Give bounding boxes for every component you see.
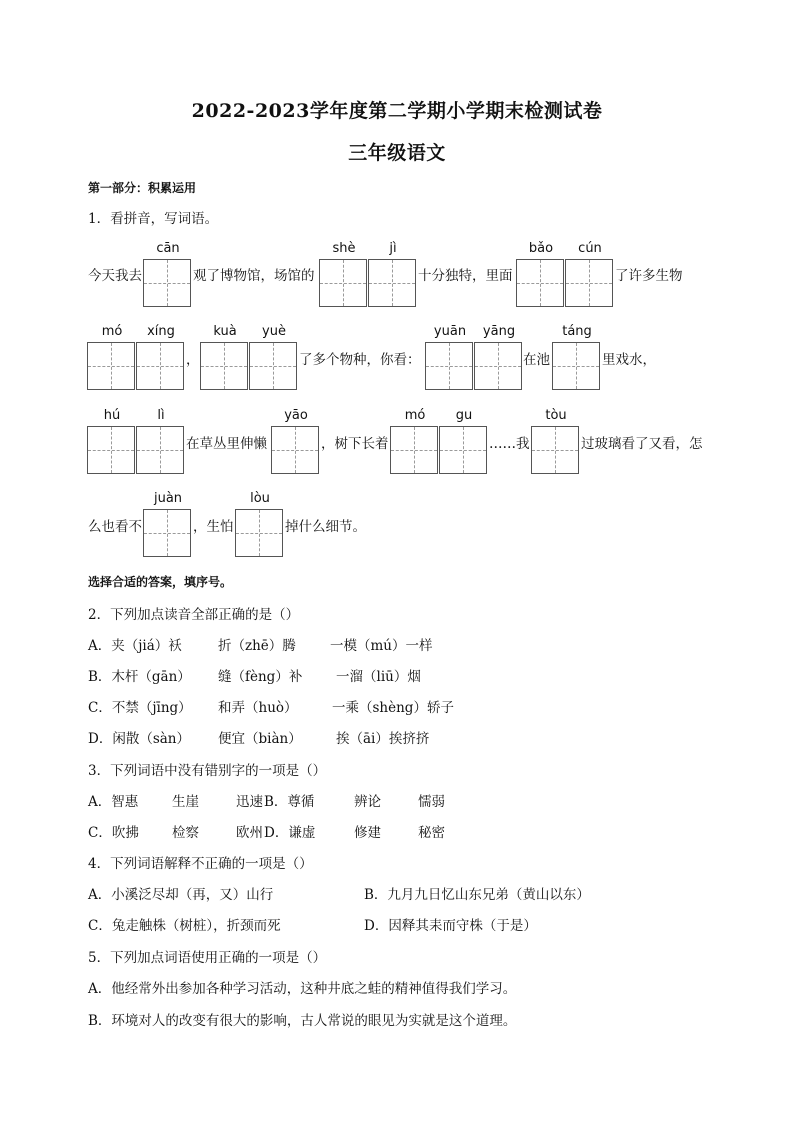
pinyin-hu: hú bbox=[103, 408, 121, 423]
q3-word: 辨论 bbox=[354, 794, 381, 810]
row3-text-3: ……我 bbox=[489, 436, 530, 452]
writing-cell[interactable] bbox=[516, 259, 564, 307]
pinyin-juan: juàn bbox=[153, 491, 183, 506]
pinyin-mo-2: mó bbox=[404, 408, 426, 423]
q2-option-c-2: 和弄（huò） bbox=[218, 700, 298, 716]
writing-cell[interactable] bbox=[474, 342, 522, 390]
question-4-prompt: 4．下列词语解释不正确的一项是（） bbox=[88, 856, 313, 872]
writing-cell[interactable] bbox=[425, 342, 473, 390]
q3-word: 修建 bbox=[354, 825, 381, 841]
writing-cell[interactable] bbox=[531, 426, 579, 474]
q2-option-b-1: B．木杆（gān） bbox=[88, 669, 191, 685]
q2-option-d-1: D．闲散（sàn） bbox=[88, 731, 190, 747]
pinyin-tou: tòu bbox=[545, 408, 567, 423]
pinyin-yang: yāng bbox=[482, 324, 516, 339]
writing-cell[interactable] bbox=[390, 426, 438, 474]
question-3-prompt: 3．下列词语中没有错别字的一项是（） bbox=[88, 763, 327, 779]
q3-word: 欧州 bbox=[236, 825, 263, 841]
q2-option-b-3: 一溜（liū）烟 bbox=[336, 669, 421, 685]
pinyin-yao: yāo bbox=[284, 408, 308, 423]
question-2-prompt: 2．下列加点读音全部正确的是（） bbox=[88, 607, 300, 623]
question-1-prompt: 1．看拼音，写词语。 bbox=[88, 211, 219, 227]
writing-cell[interactable] bbox=[319, 259, 367, 307]
writing-cell[interactable] bbox=[271, 426, 319, 474]
writing-cell[interactable] bbox=[249, 342, 297, 390]
pinyin-can: cān bbox=[156, 241, 180, 256]
q3-word: 生崖 bbox=[172, 794, 199, 810]
writing-cell[interactable] bbox=[235, 509, 283, 557]
row4-text-3: 掉什么细节。 bbox=[285, 519, 366, 535]
row3-text-4: 过玻璃看了又看，怎 bbox=[581, 436, 703, 452]
row2-text-4: 里戏水， bbox=[602, 352, 656, 368]
q3-word: 检察 bbox=[172, 825, 199, 841]
exam-subtitle: 三年级语文 bbox=[348, 142, 446, 164]
writing-cell[interactable] bbox=[143, 509, 191, 557]
exam-title: 2022-2023学年度第二学期小学期末检测试卷 bbox=[191, 100, 603, 122]
pinyin-kua: kuà bbox=[213, 324, 237, 339]
row4-text-2: ，生怕 bbox=[193, 519, 234, 535]
q4-option-b: B．九月九日忆山东兄弟（黄山以东） bbox=[364, 887, 590, 903]
row1-text-2: 观了博物馆，场馆的 bbox=[193, 268, 315, 284]
q4-option-d: D．因释其耒而守株（于是） bbox=[364, 918, 537, 934]
pinyin-bao: bǎo bbox=[528, 241, 554, 256]
writing-cell[interactable] bbox=[136, 426, 184, 474]
pinyin-xing: xíng bbox=[147, 324, 175, 339]
row1-text-3: 十分独特，里面 bbox=[418, 268, 513, 284]
row2-text-1: ， bbox=[186, 352, 200, 368]
q3-word: D．谦虚 bbox=[264, 825, 316, 841]
writing-cell[interactable] bbox=[200, 342, 248, 390]
q3-word: A．智惠 bbox=[88, 794, 139, 810]
writing-cell[interactable] bbox=[552, 342, 600, 390]
pinyin-cun: cún bbox=[578, 241, 602, 256]
q2-option-d-3: 挨（āi）挨挤挤 bbox=[336, 731, 430, 747]
writing-cell[interactable] bbox=[136, 342, 184, 390]
q2-option-c-3: 一乘（shèng）轿子 bbox=[332, 700, 454, 716]
writing-cell[interactable] bbox=[143, 259, 191, 307]
q5-option-a: A．他经常外出参加各种学习活动，这种井底之蛙的精神值得我们学习。 bbox=[88, 981, 517, 997]
writing-cell[interactable] bbox=[87, 342, 135, 390]
writing-cell[interactable] bbox=[565, 259, 613, 307]
pinyin-lou: lòu bbox=[250, 491, 270, 506]
row1-text-4: 了许多生物 bbox=[615, 268, 683, 284]
writing-cell[interactable] bbox=[87, 426, 135, 474]
pinyin-yue: yuè bbox=[262, 324, 286, 339]
q2-option-a-2: 折（zhē）腾 bbox=[218, 638, 296, 654]
part-heading: 第一部分：积累运用 bbox=[88, 181, 197, 195]
pinyin-ji: jì bbox=[389, 241, 397, 256]
q4-option-c: C．兔走触株（树桩），折颈而死 bbox=[88, 918, 281, 934]
row3-text-1: 在草丛里伸懒 bbox=[186, 436, 267, 452]
q3-word: B．尊循 bbox=[264, 794, 315, 810]
q3-word: 迅速 bbox=[236, 794, 263, 810]
pinyin-mo: mó bbox=[101, 324, 123, 339]
q2-option-a-3: 一模（mú）一样 bbox=[330, 638, 433, 654]
q2-option-a-1: A．夹（jiá）袄 bbox=[88, 638, 182, 654]
row2-text-3: 在池 bbox=[523, 352, 550, 368]
row3-text-2: ，树下长着 bbox=[321, 436, 389, 452]
writing-cell[interactable] bbox=[439, 426, 487, 474]
q2-option-d-2: 便宜（biàn） bbox=[218, 731, 302, 747]
pinyin-yuan: yuān bbox=[433, 324, 467, 339]
q5-option-b: B．环境对人的改变有很大的影响，古人常说的眼见为实就是这个道理。 bbox=[88, 1013, 517, 1029]
choice-heading: 选择合适的答案，填序号。 bbox=[88, 575, 233, 589]
pinyin-li: lì bbox=[157, 408, 165, 423]
pinyin-tang: táng bbox=[562, 324, 592, 339]
q3-word: 秘密 bbox=[418, 825, 445, 841]
q3-word: C．吹拂 bbox=[88, 825, 139, 841]
row2-text-2: 了多个物种，你看： bbox=[299, 352, 421, 368]
pinyin-she: shè bbox=[332, 241, 356, 256]
pinyin-gu: gu bbox=[455, 408, 473, 423]
question-5-prompt: 5．下列加点词语使用正确的一项是（） bbox=[88, 950, 327, 966]
q3-word: 懦弱 bbox=[418, 794, 445, 810]
row1-text-1: 今天我去 bbox=[88, 268, 142, 284]
q2-option-b-2: 缝（fèng）补 bbox=[218, 669, 303, 685]
q2-option-c-1: C．不禁（jīng） bbox=[88, 700, 192, 716]
row4-text-1: 么也看不 bbox=[88, 519, 142, 535]
q4-option-a: A．小溪泛尽却（再，又）山行 bbox=[88, 887, 274, 903]
writing-cell[interactable] bbox=[368, 259, 416, 307]
